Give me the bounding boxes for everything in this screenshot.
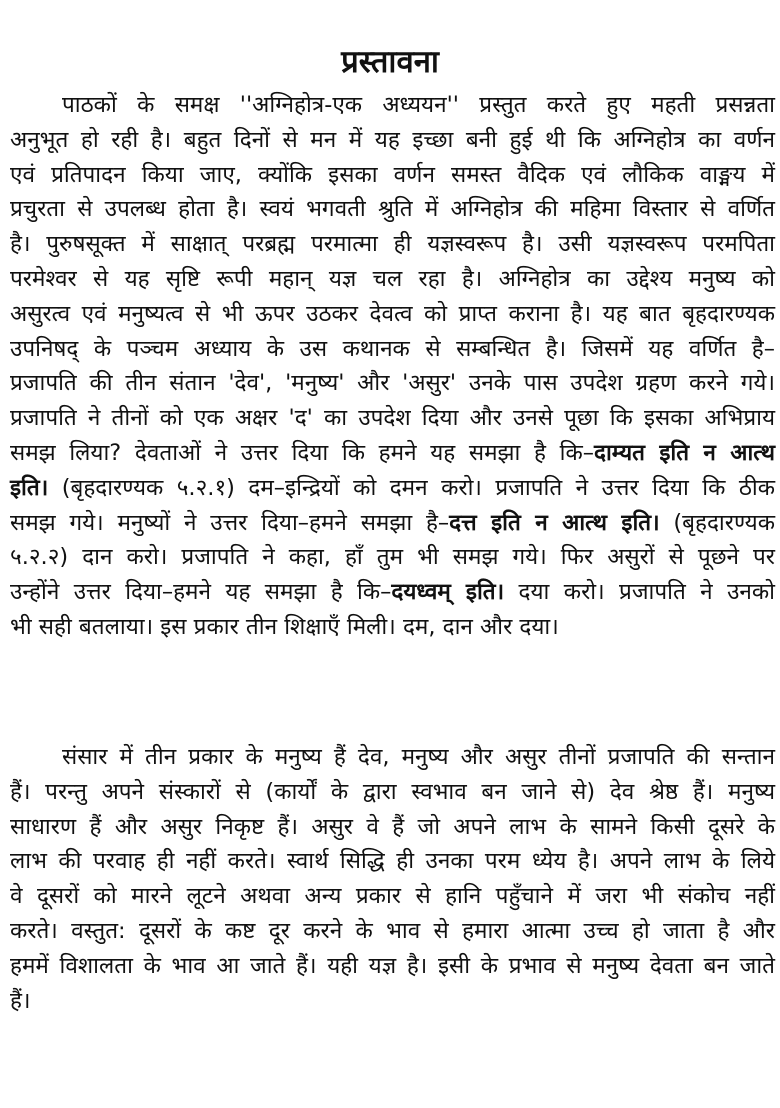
text-segment: करते। वस्तुत: दूसरों के कष्ट दूर करने के भाव से हमारा आत्मा उच्च हो जाता है और [10,917,775,944]
bold-quote: इति। [10,474,49,501]
text-segment: समझ गये। मनुष्यों ने उत्तर दिया–हमने समझा है– [10,509,450,536]
text-segment: ५.२.२) दान करो। प्रजापति ने कहा, हाँ तुम भी समझ गये। फिर असुरों से पूछने पर [10,544,775,571]
text-line [10,192,775,227]
bold-quote: दाम्यत इति न आत्थ [594,439,775,466]
text-segment: पाठकों के समक्ष ''अग्निहोत्र-एक अध्ययन'' प्रस्तुत करते हुए महती प्रसन्नता [62,92,775,118]
text-segment: लाभ की परवाह ही नहीं करते। स्वार्थ सिद्धि ही उनका परम ध्येय है। अपने लाभ के लिये [10,848,775,875]
text-segment: संसार में तीन प्रकार के मनुष्य हैं देव, मनुष्य और असुर तीनों प्रजापति की सन्तान [62,744,775,770]
text-line [10,844,775,879]
text-line [10,740,775,775]
text-segment: एवं प्रतिपादन किया जाए, क्योंकि इसका वर्णन समस्त वैदिक एवं लौकिक वाङ्मय में [10,161,775,188]
text-line [10,297,775,332]
page-title: प्रस्तावना [341,44,439,80]
text-segment: परमेश्वर से यह सृष्टि रूपी महान् यज्ञ चल रहा है। अग्निहोत्र का उद्देश्य मनुष्य को [10,265,775,292]
text-segment: हैं। परन्तु अपने संस्कारों से (कार्यों के द्वारा स्वभाव बन जाने से) देव श्रेष्ठ हैं। मनुष्य [10,778,775,805]
text-line [10,262,775,297]
text-segment: भी सही बतलाया। इस प्रकार तीन शिक्षाएँ मिली। दम, दान और दया। [10,613,559,640]
bold-quote: दत्त इति न आत्थ इति। [449,509,660,536]
text-segment: समझ लिया? देवताओं ने उत्तर दिया कि हमने यह समझा है कि– [10,439,595,466]
text-line [10,123,775,158]
text-line [10,879,775,914]
text-line [10,332,775,367]
paragraph-2 [10,740,775,1018]
text-line [10,810,775,845]
text-segment: प्रजापति ने तीनों को एक अक्षर 'द' का उपदेश दिया और उनसे पूछा कि इसका अभिप्राय [10,405,775,432]
text-line [10,575,775,610]
text-line [10,366,775,401]
text-line [10,610,775,645]
text-segment: (बृहदारण्यक ५.२.१) दम–इन्द्रियों को दमन करो। प्रजापति ने उत्तर दिया कि ठीक [48,474,775,501]
text-line [10,436,775,471]
text-segment: वे दूसरों को मारने लूटने अथवा अन्य प्रकार से हानि पहुँचाने में जरा भी संकोच नहीं [10,883,775,910]
text-line [10,775,775,810]
text-segment: उपनिषद् के पञ्चम अध्याय के उस कथानक से सम्बन्धित है। जिसमें यह वर्णित है– [10,335,775,362]
text-segment: उन्होंने उत्तर दिया–हमने यह समझा है कि– [10,579,392,606]
paragraph-1 [10,88,775,645]
text-line [10,88,775,123]
text-segment: हैं। [10,987,31,1014]
text-line [10,914,775,949]
text-segment: साधारण हैं और असुर निकृष्ट हैं। असुर वे हैं जो अपने लाभ के सामने किसी दूसरे के [10,813,775,840]
text-line [10,984,775,1019]
text-line [10,949,775,984]
text-segment: हममें विशालता के भाव आ जाते हैं। यही यज्ञ है। इसी के प्रभाव से मनुष्य देवता बन जाते [10,952,775,979]
text-line [10,401,775,436]
text-line [10,227,775,262]
text-segment: (बृहदारण्यक [659,509,775,536]
text-segment: प्रजापति की तीन संतान 'देव', 'मनुष्य' और 'असुर' उनके पास उपदेश ग्रहण करने गये। [10,370,775,397]
text-line [10,540,775,575]
text-line [10,506,775,541]
text-segment: प्रचुरता से उपलब्ध होता है। स्वयं भगवती श्रुति में अग्निहोत्र की महिमा विस्तार से वर्णित [10,196,775,223]
bold-quote: दयध्वम् इति। [391,579,505,606]
text-line [10,158,775,193]
text-segment: असुरत्व एवं मनुष्यत्व से भी ऊपर उठकर देवत्व को प्राप्त कराना है। यह बात बृहदारण्यक [10,300,775,327]
text-segment: है। पुरुषसूक्त में साक्षात् परब्रह्म परमात्मा ही यज्ञस्वरूप है। उसी यज्ञस्वरूप परमपिता [10,231,775,258]
text-segment: दया करो। प्रजापति ने उनको [504,579,775,606]
text-line [10,471,775,506]
text-segment: अनुभूत हो रही है। बहुत दिनों से मन में यह इच्छा बनी हुई थी कि अग्निहोत्र का वर्णन [10,126,775,153]
